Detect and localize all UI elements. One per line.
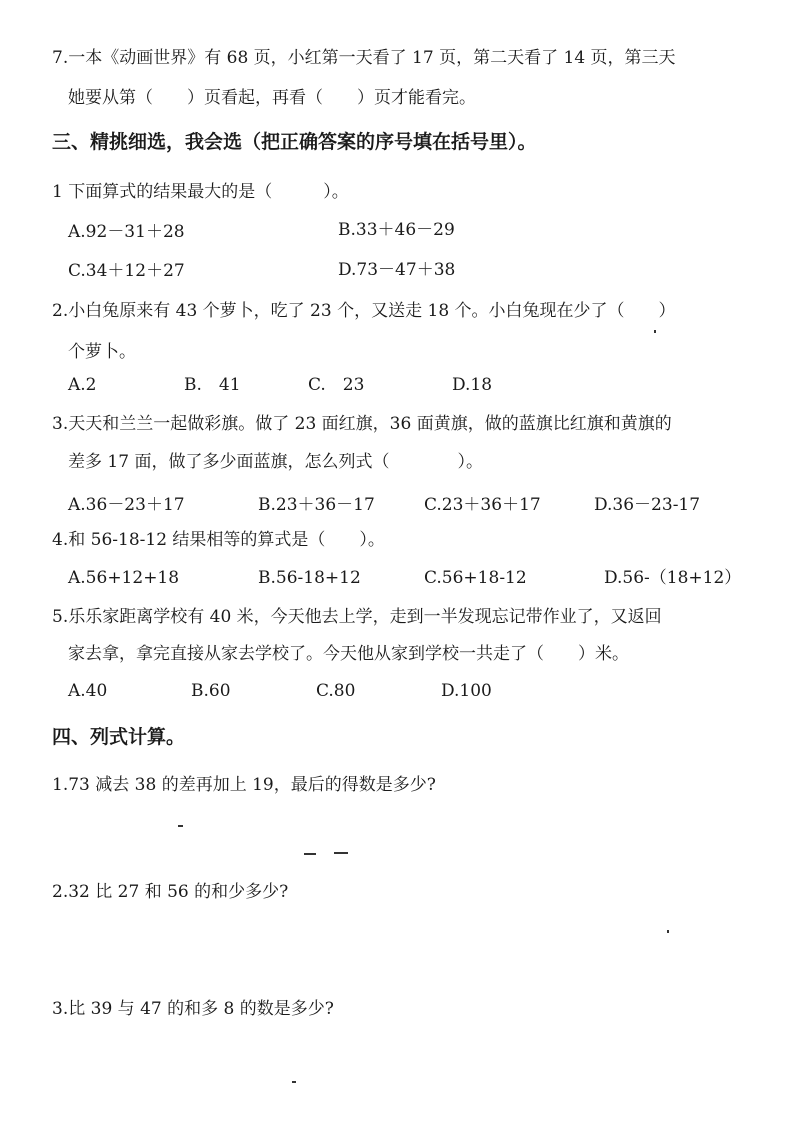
s3-q2-option-b: B. 41 xyxy=(184,375,241,395)
s3-q4-option-c: C.56+18-12 xyxy=(424,568,527,588)
question-7-line-1: 7.一本《动画世界》有 68 页，小红第一天看了 17 页，第二天看了 14 页，第三天 xyxy=(52,48,676,68)
s3-q2-option-a: A.2 xyxy=(68,375,97,395)
section-4-title: 四、列式计算。 xyxy=(52,726,186,748)
s3-q1-option-a: A.92－31＋28 xyxy=(68,222,185,242)
s3-question-5-line-1: 5.乐乐家距离学校有 40 米，今天他去上学，走到一半发现忘记带作业了，又返回 xyxy=(52,607,662,627)
s3-q4-option-b: B.56-18+12 xyxy=(258,568,361,588)
s3-q2-option-c: C. 23 xyxy=(308,375,365,395)
s3-q4-option-d: D.56-（18+12） xyxy=(604,568,742,588)
s3-question-3-line-1: 3.天天和兰兰一起做彩旗。做了 23 面红旗，36 面黄旗，做的蓝旗比红旗和黄旗的 xyxy=(52,414,672,434)
s3-question-2-line-2: 个萝卜。 xyxy=(68,342,136,362)
s3-q1-option-b: B.33＋46－29 xyxy=(338,220,455,240)
s3-q1-option-c: C.34＋12＋27 xyxy=(68,261,185,281)
scan-speck xyxy=(334,852,348,854)
s3-q5-option-b: B.60 xyxy=(191,681,231,701)
scan-speck xyxy=(667,930,669,933)
section-3-title: 三、精挑细选，我会选（把正确答案的序号填在括号里）。 xyxy=(52,131,537,153)
question-7-line-2: 她要从第（ ）页看起，再看（ ）页才能看完。 xyxy=(68,88,476,108)
s3-question-5-line-2: 家去拿，拿完直接从家去学校了。今天他从家到学校一共走了（ ）米。 xyxy=(68,644,629,664)
scan-speck xyxy=(304,853,316,855)
s3-q3-option-d: D.36－23-17 xyxy=(594,495,701,515)
s3-q5-option-a: A.40 xyxy=(68,681,108,701)
scan-speck xyxy=(292,1081,296,1083)
s3-q4-option-a: A.56+12+18 xyxy=(68,568,180,588)
s3-q3-option-a: A.36－23＋17 xyxy=(68,495,185,515)
scan-speck xyxy=(178,825,183,827)
s3-q5-option-c: C.80 xyxy=(316,681,356,701)
s3-question-1-stem: 1 下面算式的结果最大的是（ ）。 xyxy=(52,182,349,202)
s3-q5-option-d: D.100 xyxy=(441,681,492,701)
s3-question-4-stem: 4.和 56-18-12 结果相等的算式是（ ）。 xyxy=(52,530,385,550)
s4-question-1: 1.73 减去 38 的差再加上 19，最后的得数是多少? xyxy=(52,775,436,795)
scan-speck xyxy=(654,330,656,333)
s3-q3-option-c: C.23＋36＋17 xyxy=(424,495,541,515)
s3-q3-option-b: B.23＋36－17 xyxy=(258,495,375,515)
s4-question-2: 2.32 比 27 和 56 的和少多少? xyxy=(52,882,289,902)
s3-q1-option-d: D.73－47＋38 xyxy=(338,260,456,280)
s4-question-3: 3.比 39 与 47 的和多 8 的数是多少? xyxy=(52,999,334,1019)
s3-q2-option-d: D.18 xyxy=(452,375,493,395)
s3-question-3-line-2: 差多 17 面，做了多少面蓝旗，怎么列式（ ）。 xyxy=(68,452,483,472)
s3-question-2-line-1: 2.小白兔原来有 43 个萝卜，吃了 23 个，又送走 18 个。小白兔现在少了（ ） xyxy=(52,301,676,321)
